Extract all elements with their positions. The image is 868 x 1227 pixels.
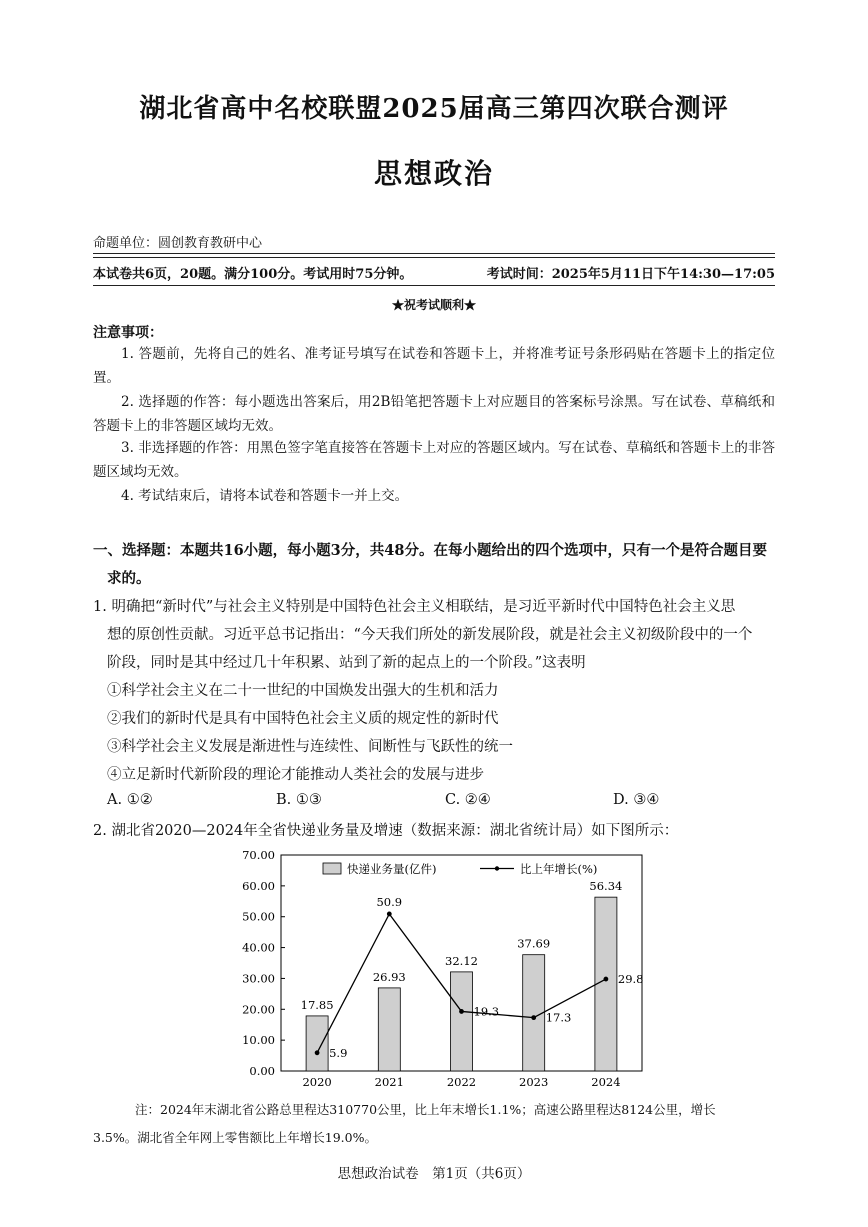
growth-value-label: 29.8: [617, 972, 644, 987]
question-2-stem: 2. 湖北省2020—2024年全省快递业务量及增速（数据来源：湖北省统计局）如下图所示：: [93, 823, 679, 839]
bar: [306, 1016, 328, 1071]
growth-point: [387, 912, 392, 917]
option-b: B. ①③: [276, 792, 322, 808]
bar: [378, 988, 400, 1071]
issuing-unit: 命题单位：圆创教育教研中心: [93, 236, 263, 251]
exam-summary: 本试卷共6页，20题。满分100分。考试用时75分钟。: [93, 267, 413, 282]
good-luck-banner: ★祝考试顺利★: [391, 298, 476, 312]
bar-value-label: 26.93: [372, 969, 406, 984]
notice-item: 4. 考试结束后，请将本试卷和答题卡一并上交。: [121, 488, 409, 504]
y-tick-label: 40.00: [242, 940, 275, 955]
x-axis: [302, 1075, 620, 1089]
growth-point: [531, 1015, 536, 1020]
divider-bottom: [93, 285, 775, 286]
express-delivery-chart: [220, 845, 660, 1095]
divider-top: [93, 253, 775, 254]
x-tick-label: 2022: [446, 1075, 477, 1089]
x-tick-label: 2023: [519, 1075, 549, 1089]
bar-value-label: 37.69: [517, 936, 551, 951]
x-tick-label: 2020: [302, 1075, 332, 1089]
bar-value-label: 17.85: [300, 997, 334, 1012]
question-1-statement: ②我们的新时代是具有中国特色社会主义质的规定性的新时代: [107, 711, 499, 727]
option-c: C. ②④: [445, 792, 491, 808]
y-tick-label: 0.00: [249, 1064, 275, 1078]
y-tick-label: 60.00: [242, 878, 275, 893]
growth-line-series: [315, 895, 644, 1060]
legend-bar-swatch: [323, 863, 341, 874]
question-1-stem-cont: 想的原创性贡献。习近平总书记指出：“今天我们所处的新发展阶段，就是社会主义初级阶段中的一个: [107, 627, 753, 643]
option-d: D. ③④: [613, 792, 660, 808]
bar: [451, 972, 473, 1071]
legend-bar-label: 快递业务量(亿件): [347, 862, 437, 876]
question-1-stem: 1. 明确把“新时代”与社会主义特别是中国特色社会主义相联结，是习近平新时代中国特色社会主义思: [93, 599, 736, 615]
growth-value-label: 17.3: [545, 1010, 572, 1025]
subject-title: 思想政治: [373, 157, 494, 190]
growth-point: [315, 1050, 320, 1055]
bar-series: [301, 879, 623, 1071]
question-2-note: 注：2024年末湖北省公路总里程达310770公里，比上年末增长1.1%；高速公路里程达8124公里，增长: [135, 1102, 716, 1117]
page-footer: 思想政治试卷 第1页（共6页）: [337, 1166, 531, 1182]
question-1-statement: ④立足新时代新阶段的理论才能推动人类社会的发展与进步: [107, 767, 484, 783]
y-tick-label: 20.00: [242, 1002, 275, 1017]
question-1-statement: ①科学社会主义在二十一世纪的中国焕发出强大的生机和活力: [107, 683, 499, 699]
exam-title: 湖北省高中名校联盟2025届高三第四次联合测评: [139, 94, 729, 124]
x-tick-label: 2021: [374, 1075, 404, 1089]
y-tick-label: 50.00: [242, 909, 275, 924]
exam-time: 考试时间：2025年5月11日下午14:30—17:05: [486, 267, 775, 282]
y-tick-label: 10.00: [242, 1033, 275, 1048]
bar-value-label: 56.34: [589, 879, 623, 894]
legend-line-marker: [495, 866, 499, 870]
section-heading: 一、选择题：本题共16小题，每小题3分，共48分。在每小题给出的四个选项中，只有一个是符合题目要: [93, 542, 767, 559]
y-axis: [242, 848, 285, 1078]
legend-line-label: 比上年增长(%): [520, 862, 598, 876]
growth-point: [459, 1009, 464, 1014]
option-a: A. ①②: [107, 792, 153, 808]
growth-value-label: 5.9: [329, 1045, 348, 1060]
chart-legend: [323, 862, 597, 876]
notice-heading: 注意事项：: [93, 325, 163, 341]
bar: [595, 897, 617, 1071]
divider-top-thin: [93, 257, 775, 258]
y-tick-label: 70.00: [242, 848, 275, 862]
growth-value-label: 19.3: [473, 1004, 500, 1019]
question-1-statement: ③科学社会主义发展是渐进性与连续性、间断性与飞跃性的统一: [107, 739, 513, 755]
question-1-stem-cont: 阶段，同时是其中经过几十年积累、站到了新的起点上的一个阶段。”这表明: [107, 655, 586, 671]
notice-item: 3. 非选择题的作答：用黑色签字笔直接答在答题卡上对应的答题区域内。写在试卷、草稿纸和答题卡上的非答题区域均无效。: [93, 440, 775, 480]
y-tick-label: 30.00: [242, 971, 275, 986]
notice-item: 2. 选择题的作答：每小题选出答案后，用2B铅笔把答题卡上对应题目的答案标号涂黑。写在试卷、草稿纸和答题卡上的非答题区域均无效。: [93, 394, 775, 434]
growth-value-label: 50.9: [376, 894, 403, 909]
notice-item: 1. 答题前，先将自己的姓名、准考证号填写在试卷和答题卡上，并将准考证号条形码贴在答题卡上的指定位置。: [93, 346, 775, 386]
growth-point: [604, 977, 609, 982]
x-tick-label: 2024: [591, 1075, 621, 1089]
section-heading-cont: 求的。: [107, 570, 151, 587]
question-2-note-cont: 3.5%。湖北省全年网上零售额比上年增长19.0%。: [93, 1130, 377, 1145]
bar-value-label: 32.12: [445, 953, 478, 968]
